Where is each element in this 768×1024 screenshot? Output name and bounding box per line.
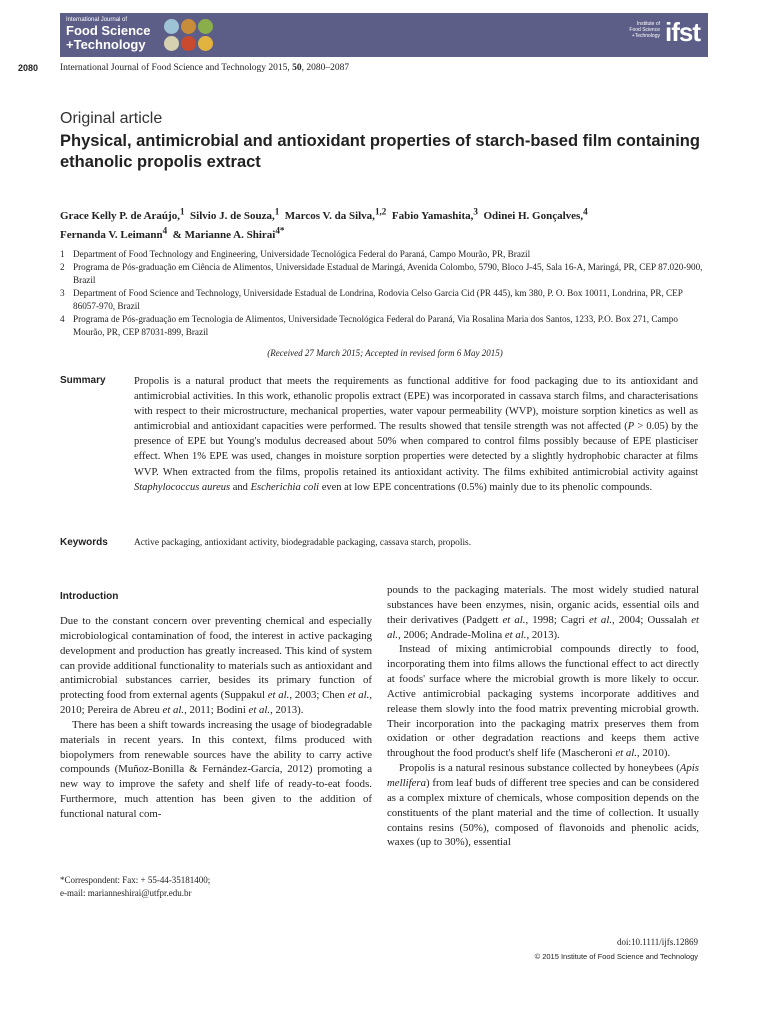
correspondence-footnote: [60, 874, 372, 900]
author: Odinei H. Gonçalves,$^4$: [483, 206, 588, 222]
author: Fabio Yamashita,$^3$: [391, 206, 478, 222]
author: & Marianne A. Shirai$^{4*}$: [172, 225, 285, 241]
article-type: Original article: [60, 110, 163, 127]
citation-volume: 50: [292, 63, 302, 73]
affiliation: 3 Department of Food Science and Technology, Universidade Estadual de Londrina, Rodovia Celso Garcia Cid (PR 445), km 380, P. O. Box 10011, Londrina, PR, CEP 86057-970, Brazil: [60, 288, 683, 312]
ifst-logo-text: [590, 22, 660, 39]
paragraph: Instead of mixing antimicrobial compounds directly to food, incorporating them into films allows the functional effect to act directly at foods' surface where the microbial growth is more likely to occur. Active antimicrobial packaging systems incorporate additives and release them slowly into the food matrix preventing microbial growth. Their incorporation into the packaging matrix preserves them from oxidation or other degradation reactions and keeps them active throughout the food product's shelf life (Mascheroni et al., 2010).: [387, 643, 699, 760]
page-number: 2080: [18, 63, 39, 73]
paragraph: Due to the constant concern over preventing chemical and especially microbiological contamination of food, the interest in active packaging development and production has greatly increased. This kind of system can provide additional functionality to materials such as antioxidant and antimicrobial substances carrier, besides its primary function of protecting food from external agents (Suppakul et al., 2003; Chen et al., 2010; Pereira de Abreu et al., 2011; Bodini et al., 2013).: [60, 615, 373, 717]
ifst-text-line: +Technology: [631, 32, 660, 39]
left-column: [60, 614, 372, 822]
affiliation: 4 Programa de Pós-graduação em Tecnologia de Alimentos, Universidade Tecnológica Federal do Paraná, Via Rosalina Maria dos Santos, 1233, P.O. Box 271, Campo Mourão, PR, CEP 87031-899, Brazil: [60, 314, 678, 338]
journal-banner: [60, 13, 708, 57]
author: Silvio J. de Souza,$^1$: [190, 206, 280, 222]
food-images-icon: [164, 17, 216, 53]
paragraph: pounds to the packaging materials. The most widely studied natural substances have been enzymes, nisin, organic acids, essential oils and their derivatives (Padgett et al., 1998; Cagri et al., 2004; Oussalah et al., 2006; Andrade-Molina et al., 2013).: [387, 584, 700, 641]
author: Marcos V. da Silva,$^{1,2}$: [284, 206, 387, 222]
journal-logo-small: International Journal of: [66, 17, 128, 23]
affiliation-list: [60, 248, 710, 339]
journal-logo-line1: Food Science: [66, 23, 151, 38]
ifst-text-line: Food Science: [629, 26, 660, 33]
summary-text: Propolis is a natural product that meets the requirements as functional additive for food packaging due to its antioxidant and antimicrobial activities. In this work, ethanolic propolis extract (EPE) was incorporated in cassava starch films, and characterisations with respect to their microstructure, mechanical properties, water vapour permeability (WVP), moisture sorption kinetics as well as antimicrobial and antioxidant capacities were performed. The results showed that tensile strength was not affected (P > 0.05) by the presence of EPE but Young's modulus decreased about 50% when compared to control films possibly because of EPE plasticiser effect. When 1% EPE was used, changes in moisture sorption properties were detected by a slightly hydrophobic character at films WVP. When extracted from the films, propolis retained its antioxidant activity. The films exhibited antimicrobial activity against Staphylococcus aureus and Escherichia coli even at low EPE concentrations (0.5%) mainly due to its phenolic compounds.: [134, 376, 698, 493]
ifst-text-line: Institute of: [636, 21, 660, 27]
author: Fernanda V. Leimann$^4$: [60, 225, 168, 241]
author-list: [60, 205, 710, 243]
journal-citation: [60, 63, 349, 73]
journal-logo: [66, 17, 151, 51]
food-circle-icon: [164, 36, 179, 51]
ifst-logo: [629, 17, 700, 47]
paragraph: There has been a shift towards increasing the usage of biodegradable materials in recent years. In this context, films produced with biopolymers from renewable sources have the ability to carry active compounds (Muñoz-Bonilla & Fernández-García, 2012) promoting a new way to improve the safety and shelf life of ready-to-eat foods. Furthermore, much attention has been given to the addition of functional natural com-: [60, 718, 372, 820]
keywords-label: Keywords: [60, 537, 108, 548]
food-circle-icon: [181, 36, 196, 51]
right-column: [387, 583, 699, 850]
food-circle-icon: [164, 19, 179, 34]
affiliation: 2 Programa de Pós-graduação em Ciência de Alimentos, Universidade Estadual de Maringá, Avenida Colombo, 5790, Bloco J-45, Sala 16-A, Maringá, PR, CEP 87.020-900, Brazil: [60, 262, 703, 286]
citation-prefix: International Journal of Food Science and Technology 2015,: [60, 63, 293, 73]
received-dates: (Received 27 March 2015; Accepted in revised form 6 May 2015): [267, 348, 503, 358]
introduction-heading: Introduction: [60, 591, 119, 602]
doi: doi:10.1111/ijfs.12869: [617, 937, 698, 947]
citation-pages: , 2080–2087: [301, 63, 350, 73]
food-circle-icon: [198, 19, 213, 34]
ifst-mark: ifst: [665, 17, 700, 47]
paragraph: Propolis is a natural resinous substance collected by honeybees (Apis mellifera) from leaf buds of different tree species and can be considered as a complex mixture of chemicals, whose composition depends on the constituents of the plant material and the time of collection. It usually contains resins (50%), composed of flavonoids and phenolic acids, waxes (up to 30%), essential: [387, 762, 699, 849]
correspondence-fax: *Correspondent: Fax: + 55-44-35181400;: [60, 875, 211, 885]
correspondence-email: e-mail: marianneshirai@utfpr.edu.br: [60, 888, 192, 898]
food-circle-icon: [198, 36, 213, 51]
affiliation: 1 Department of Food Technology and Engineering, Universidade Tecnológica Federal do Paraná, Campo Mourão, PR, Brazil: [60, 249, 531, 259]
journal-logo-line2: +Technology: [66, 37, 146, 52]
author: Grace Kelly P. de Araújo,$^1$: [60, 206, 185, 222]
summary-label: Summary: [60, 375, 106, 386]
food-circle-icon: [181, 19, 196, 34]
copyright: © 2015 Institute of Food Science and Technology: [534, 952, 698, 961]
article-title: Physical, antimicrobial and antioxidant properties of starch-based film containing ethanolic propolis extract: [60, 132, 700, 171]
keywords-text: Active packaging, antioxidant activity, biodegradable packaging, cassava starch, propolis.: [134, 538, 472, 548]
